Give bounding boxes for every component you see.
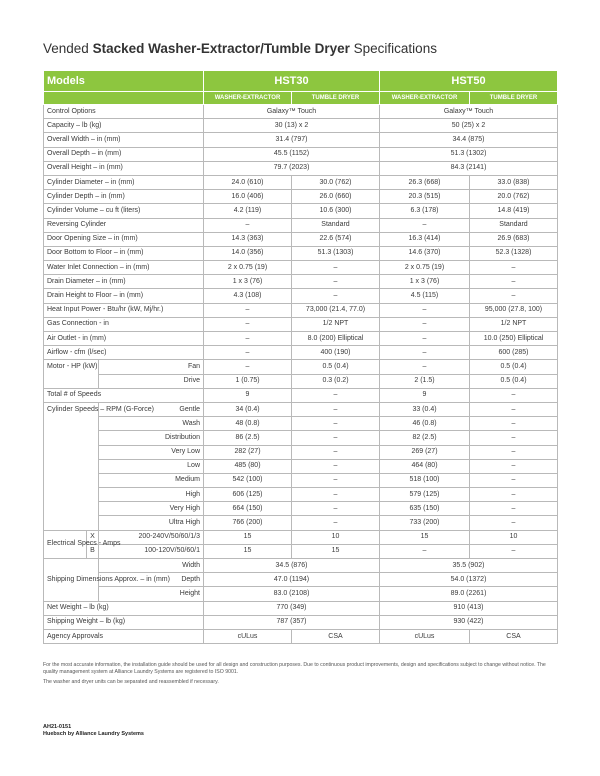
row-door-bottom-floor: Door Bottom to Floor – in (mm) 14.0 (356) 51.3 (1303) 14.6 (370) 52.3 (1328) bbox=[44, 246, 558, 260]
row-total-speeds: Total # of Speeds 9 – 9 – bbox=[44, 388, 558, 402]
document-info bbox=[43, 724, 144, 738]
row-net-weight: Net Weight – lb (kg) 770 (349) 910 (413) bbox=[44, 601, 558, 615]
row-ship-width: Shipping Dimensions Approx. – in (mm) Width 34.5 (876) 35.5 (902) bbox=[44, 559, 558, 573]
cul-mark: cULus bbox=[380, 629, 470, 643]
row-speed-very-high: Very High 664 (150) – 635 (150) – bbox=[44, 502, 558, 516]
table-header-subtypes bbox=[44, 92, 558, 105]
row-shipping-weight: Shipping Weight – lb (kg) 787 (357) 930 (422) bbox=[44, 615, 558, 629]
cylinder-speeds-label: Cylinder Speeds – RPM (G-Force) bbox=[44, 402, 99, 530]
row-drain-diameter: Drain Diameter – in (mm) 1 x 3 (76) – 1 x 3 (76) – bbox=[44, 275, 558, 289]
row-capacity: Capacity – lb (kg) 30 (13) x 2 50 (25) x 2 bbox=[44, 119, 558, 133]
csa-mark: CSA bbox=[470, 629, 558, 643]
row-speed-gentle: Cylinder Speeds – RPM (G-Force) Gentle 34 (0.4) – 33 (0.4) – bbox=[44, 402, 558, 416]
subheader-washer-extractor: WASHER-EXTRACTOR bbox=[204, 92, 292, 105]
row-door-opening-size: Door Opening Size – in (mm) 14.3 (363) 22.6 (574) 16.3 (414) 26.9 (683) bbox=[44, 232, 558, 246]
brand-line: Huebsch by Alliance Laundry Systems bbox=[43, 731, 144, 737]
model-hst30: HST30 bbox=[204, 71, 380, 92]
document-code: AH21-0151 bbox=[43, 724, 72, 730]
row-motor-fan: Motor - HP (kW) Fan – 0.5 (0.4) – 0.5 (0.4) bbox=[44, 360, 558, 374]
row-cylinder-volume: Cylinder Volume – cu ft (liters) 4.2 (119) 10.6 (300) 6.3 (178) 14.8 (419) bbox=[44, 204, 558, 218]
row-motor-drive: Drive 1 (0.75) 0.3 (0.2) 2 (1.5) 0.5 (0.4) bbox=[44, 374, 558, 388]
row-ship-height: Height 83.0 (2108) 89.0 (2261) bbox=[44, 587, 558, 601]
page-title: Vended Stacked Washer-Extractor/Tumble Dryer Specifications bbox=[43, 41, 437, 56]
row-cylinder-depth: Cylinder Depth – in (mm) 16.0 (406) 26.0 (660) 20.3 (515) 20.0 (762) bbox=[44, 190, 558, 204]
specifications-table bbox=[43, 70, 558, 644]
footnote-separation: The washer and dryer units can be separated and reassembled if necessary. bbox=[43, 679, 219, 685]
row-water-inlet: Water Inlet Connection – in (mm) 2 x 0.75 (19) – 2 x 0.75 (19) – bbox=[44, 261, 558, 275]
models-label: Models bbox=[44, 71, 204, 92]
row-agency-approvals: Agency Approvals cULus CSA cULus CSA bbox=[44, 629, 558, 643]
cul-mark: cULus bbox=[204, 629, 292, 643]
table-header-models bbox=[44, 71, 558, 92]
row-reversing-cylinder: Reversing Cylinder – Standard – Standard bbox=[44, 218, 558, 232]
row-gas-connection: Gas Connection - in – 1/2 NPT – 1/2 NPT bbox=[44, 317, 558, 331]
model-hst50: HST50 bbox=[380, 71, 558, 92]
row-speed-medium: Medium 542 (100) – 518 (100) – bbox=[44, 473, 558, 487]
row-electrical-b: B 100-120V/50/60/1 15 15 – – bbox=[44, 544, 558, 558]
row-speed-distribution: Distribution 86 (2.5) – 82 (2.5) – bbox=[44, 431, 558, 445]
row-cylinder-diameter: Cylinder Diameter – in (mm) 24.0 (610) 30.0 (762) 26.3 (668) 33.0 (838) bbox=[44, 175, 558, 189]
row-speed-very-low: Very Low 282 (27) – 269 (27) – bbox=[44, 445, 558, 459]
row-overall-depth: Overall Depth – in (mm) 45.5 (1152) 51.3 (1302) bbox=[44, 147, 558, 161]
electrical-specs-label: Electrical Specs - Amps bbox=[44, 530, 87, 558]
csa-mark: CSA bbox=[292, 629, 380, 643]
row-speed-wash: Wash 48 (0.8) – 46 (0.8) – bbox=[44, 417, 558, 431]
shipping-dimensions-label: Shipping Dimensions Approx. – in (mm) bbox=[44, 559, 99, 602]
row-overall-height: Overall Height – in (mm) 79.7 (2023) 84.3 (2141) bbox=[44, 161, 558, 175]
row-ship-depth: Depth 47.0 (1194) 54.0 (1372) bbox=[44, 573, 558, 587]
row-air-outlet: Air Outlet - in (mm) – 8.0 (200) Elliptical – 10.0 (250) Elliptical bbox=[44, 332, 558, 346]
footnote-disclaimer: For the most accurate information, the installation guide should be used for all design and construction purposes. Due to continuous product improvements, design and specifications subject to change without notice. The quality management system at Alliance Laundry Systems are registered to ISO 9001. bbox=[43, 662, 546, 675]
subheader-tumble-dryer: TUMBLE DRYER bbox=[292, 92, 380, 105]
row-overall-width: Overall Width – in (mm) 31.4 (797) 34.4 (875) bbox=[44, 133, 558, 147]
subheader-washer-extractor: WASHER-EXTRACTOR bbox=[380, 92, 470, 105]
footnotes bbox=[43, 662, 558, 689]
row-heat-input: Heat Input Power - Btu/hr (kW, Mj/hr.) – 73,000 (21.4, 77.0) – 95,000 (27.8, 100) bbox=[44, 303, 558, 317]
row-control-options: Control Options Galaxy™ Touch Galaxy™ Touch bbox=[44, 105, 558, 119]
row-drain-height: Drain Height to Floor – in (mm) 4.3 (108) – 4.5 (115) – bbox=[44, 289, 558, 303]
row-electrical-x: Electrical Specs - Amps X 200-240V/50/60/1/3 15 10 15 10 bbox=[44, 530, 558, 544]
row-speed-low: Low 485 (80) – 464 (80) – bbox=[44, 459, 558, 473]
row-speed-high: High 606 (125) – 579 (125) – bbox=[44, 488, 558, 502]
row-speed-ultra-high: Ultra High 766 (200) – 733 (200) – bbox=[44, 516, 558, 530]
subheader-tumble-dryer: TUMBLE DRYER bbox=[470, 92, 558, 105]
row-airflow: Airflow - cfm (l/sec) – 400 (190) – 600 (285) bbox=[44, 346, 558, 360]
